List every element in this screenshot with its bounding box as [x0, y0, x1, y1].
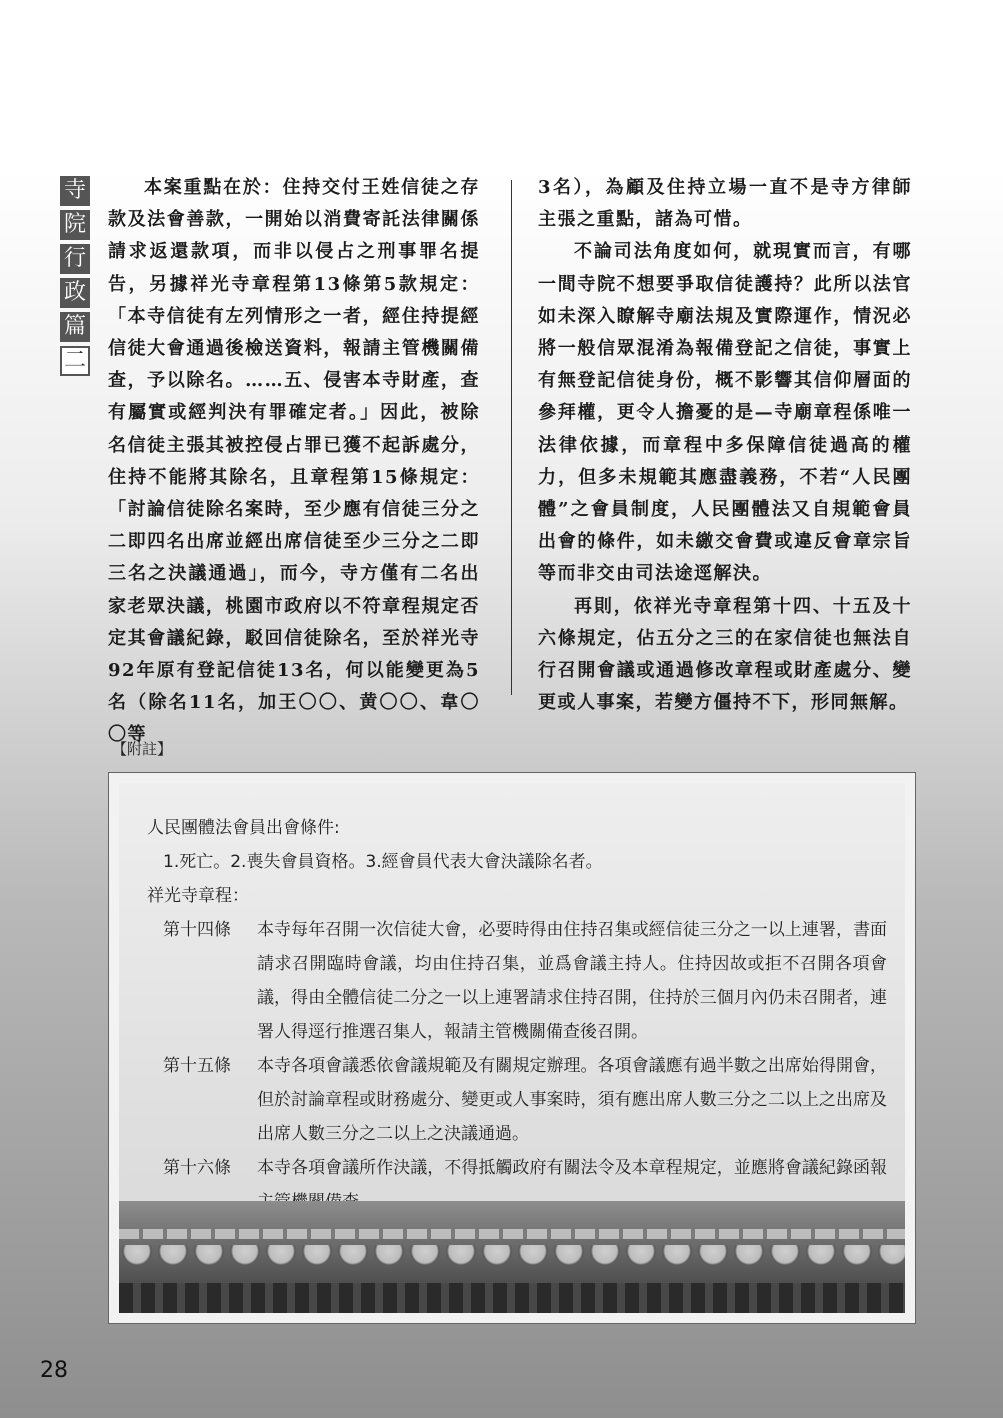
- article-14: [147, 913, 887, 1049]
- page-number: 28: [40, 1358, 68, 1383]
- section-tab-char: 行: [60, 244, 90, 274]
- notes-background: [119, 783, 905, 1313]
- section-tab-number: 二: [60, 346, 90, 376]
- section-tab-char: 篇: [60, 312, 90, 342]
- article-heading: 第十六條: [163, 1158, 231, 1178]
- notes-line: 人民團體法會員出會條件:: [147, 818, 340, 838]
- paragraph-continued: 3名），為顧及住持立場一直不是寺方律師主張之重點，諸為可惜。: [538, 177, 912, 231]
- section-tab-char: 寺: [60, 176, 90, 206]
- section-tab: [60, 176, 90, 380]
- roof-eaves: [119, 1283, 905, 1313]
- article-body: 本寺每年召開一次信徒大會，必要時得由住持召集或經信徒三分之一以上連署，書面請求召開臨時會議，均由住持召集，並爲會議主持人。住持因故或拒不召開各項會議，得由全體信徒二分之一以上連署請求住持召開，住持於三個月內仍未召開者，連署人得逕行推選召集人，報請主管機關備查後召開。: [257, 920, 887, 1042]
- body-column-left: [108, 172, 480, 752]
- roof-ridge: [119, 1229, 905, 1239]
- roof-tiles: [119, 1245, 905, 1279]
- article-body: 本寺各項會議悉依會議規範及有關規定辦理。各項會議應有過半數之出席始得開會，但於討論章程或財務處分、變更或人事案時，須有應出席人數三分之二以上之出席及出席人數三分之二以上之決議通過。: [257, 1056, 887, 1144]
- notes-line: 祥光寺章程：: [147, 886, 249, 906]
- notes-label: 【附註】: [112, 740, 173, 758]
- paragraph: 不論司法角度如何，就現實而言，有哪一間寺院不想要爭取信徒護持？此所以法官如未深入瞭解寺廟法規及實際運作，情況必將一般信眾混淆為報備登記之信徒，事實上有無登記信徒身份，概不影響其信仰層面的參拜權，更令人擔憂的是—寺廟章程係唯一法律依據，而章程中多保障信徒過高的權力，但多未規範其應盡義務，不若“人民團體”之會員制度，人民團體法又自規範會員出會的條件，如未繳交會費或違反會章宗旨等而非交由司法途逕解決。: [538, 241, 912, 585]
- article-body: 本寺各項會議所作決議，不得抵觸政府有關法令及本章程規定，並應將會議紀錄函報: [257, 1158, 887, 1178]
- notes-line: 1.死亡。2.喪失會員資格。3.經會員代表大會決議除名者。: [163, 852, 603, 872]
- body-column-right: [538, 172, 912, 719]
- article-heading: 第十五條: [163, 1056, 231, 1076]
- section-tab-char: 院: [60, 210, 90, 240]
- roof-tile-decoration: [119, 1201, 905, 1313]
- notes-text: [147, 811, 887, 1219]
- section-tab-char: 政: [60, 278, 90, 308]
- paragraph: 本案重點在於：住持交付王姓信徒之存款及法會善款，一開始以消費寄託法律關係請求返還款項，而非以侵占之刑事罪名提告，另據祥光寺章程第13條第5款規定：「本寺信徒有左列情形之一者，經住持提經信徒大會通過後檢送資料，報請主管機關備查，予以除名。……五、侵害本寺財產，查有屬實或經判決有罪確定者。」因此，被除名信徒主張其被控侵占罪已獲不起訴處分，住持不能將其除名，且章程第15條規定：「討論信徒除名案時，至少應有信徒三分之二即四名出席並經出席信徒至少三分之二即三名之決議通過」，而今，寺方僅有二名出家老眾決議，桃園市政府以不符章程規定否定其會議紀錄，駁回信徒除名，至於祥光寺92年原有登記信徒13名，何以能變更為5名（除名11名，加王〇〇、黄〇〇、韋〇〇等: [108, 177, 480, 746]
- article-heading: 第十四條: [163, 920, 231, 940]
- paragraph: 再則，依祥光寺章程第十四、十五及十六條規定，佔五分之三的在家信徒也無法自行召開會議或通過修改章程或財產處分、變更或人事案，若變方僵持不下，形同無解。: [538, 595, 912, 714]
- column-divider: [511, 180, 512, 695]
- article-15: [147, 1049, 887, 1151]
- notes-box: [108, 772, 916, 1324]
